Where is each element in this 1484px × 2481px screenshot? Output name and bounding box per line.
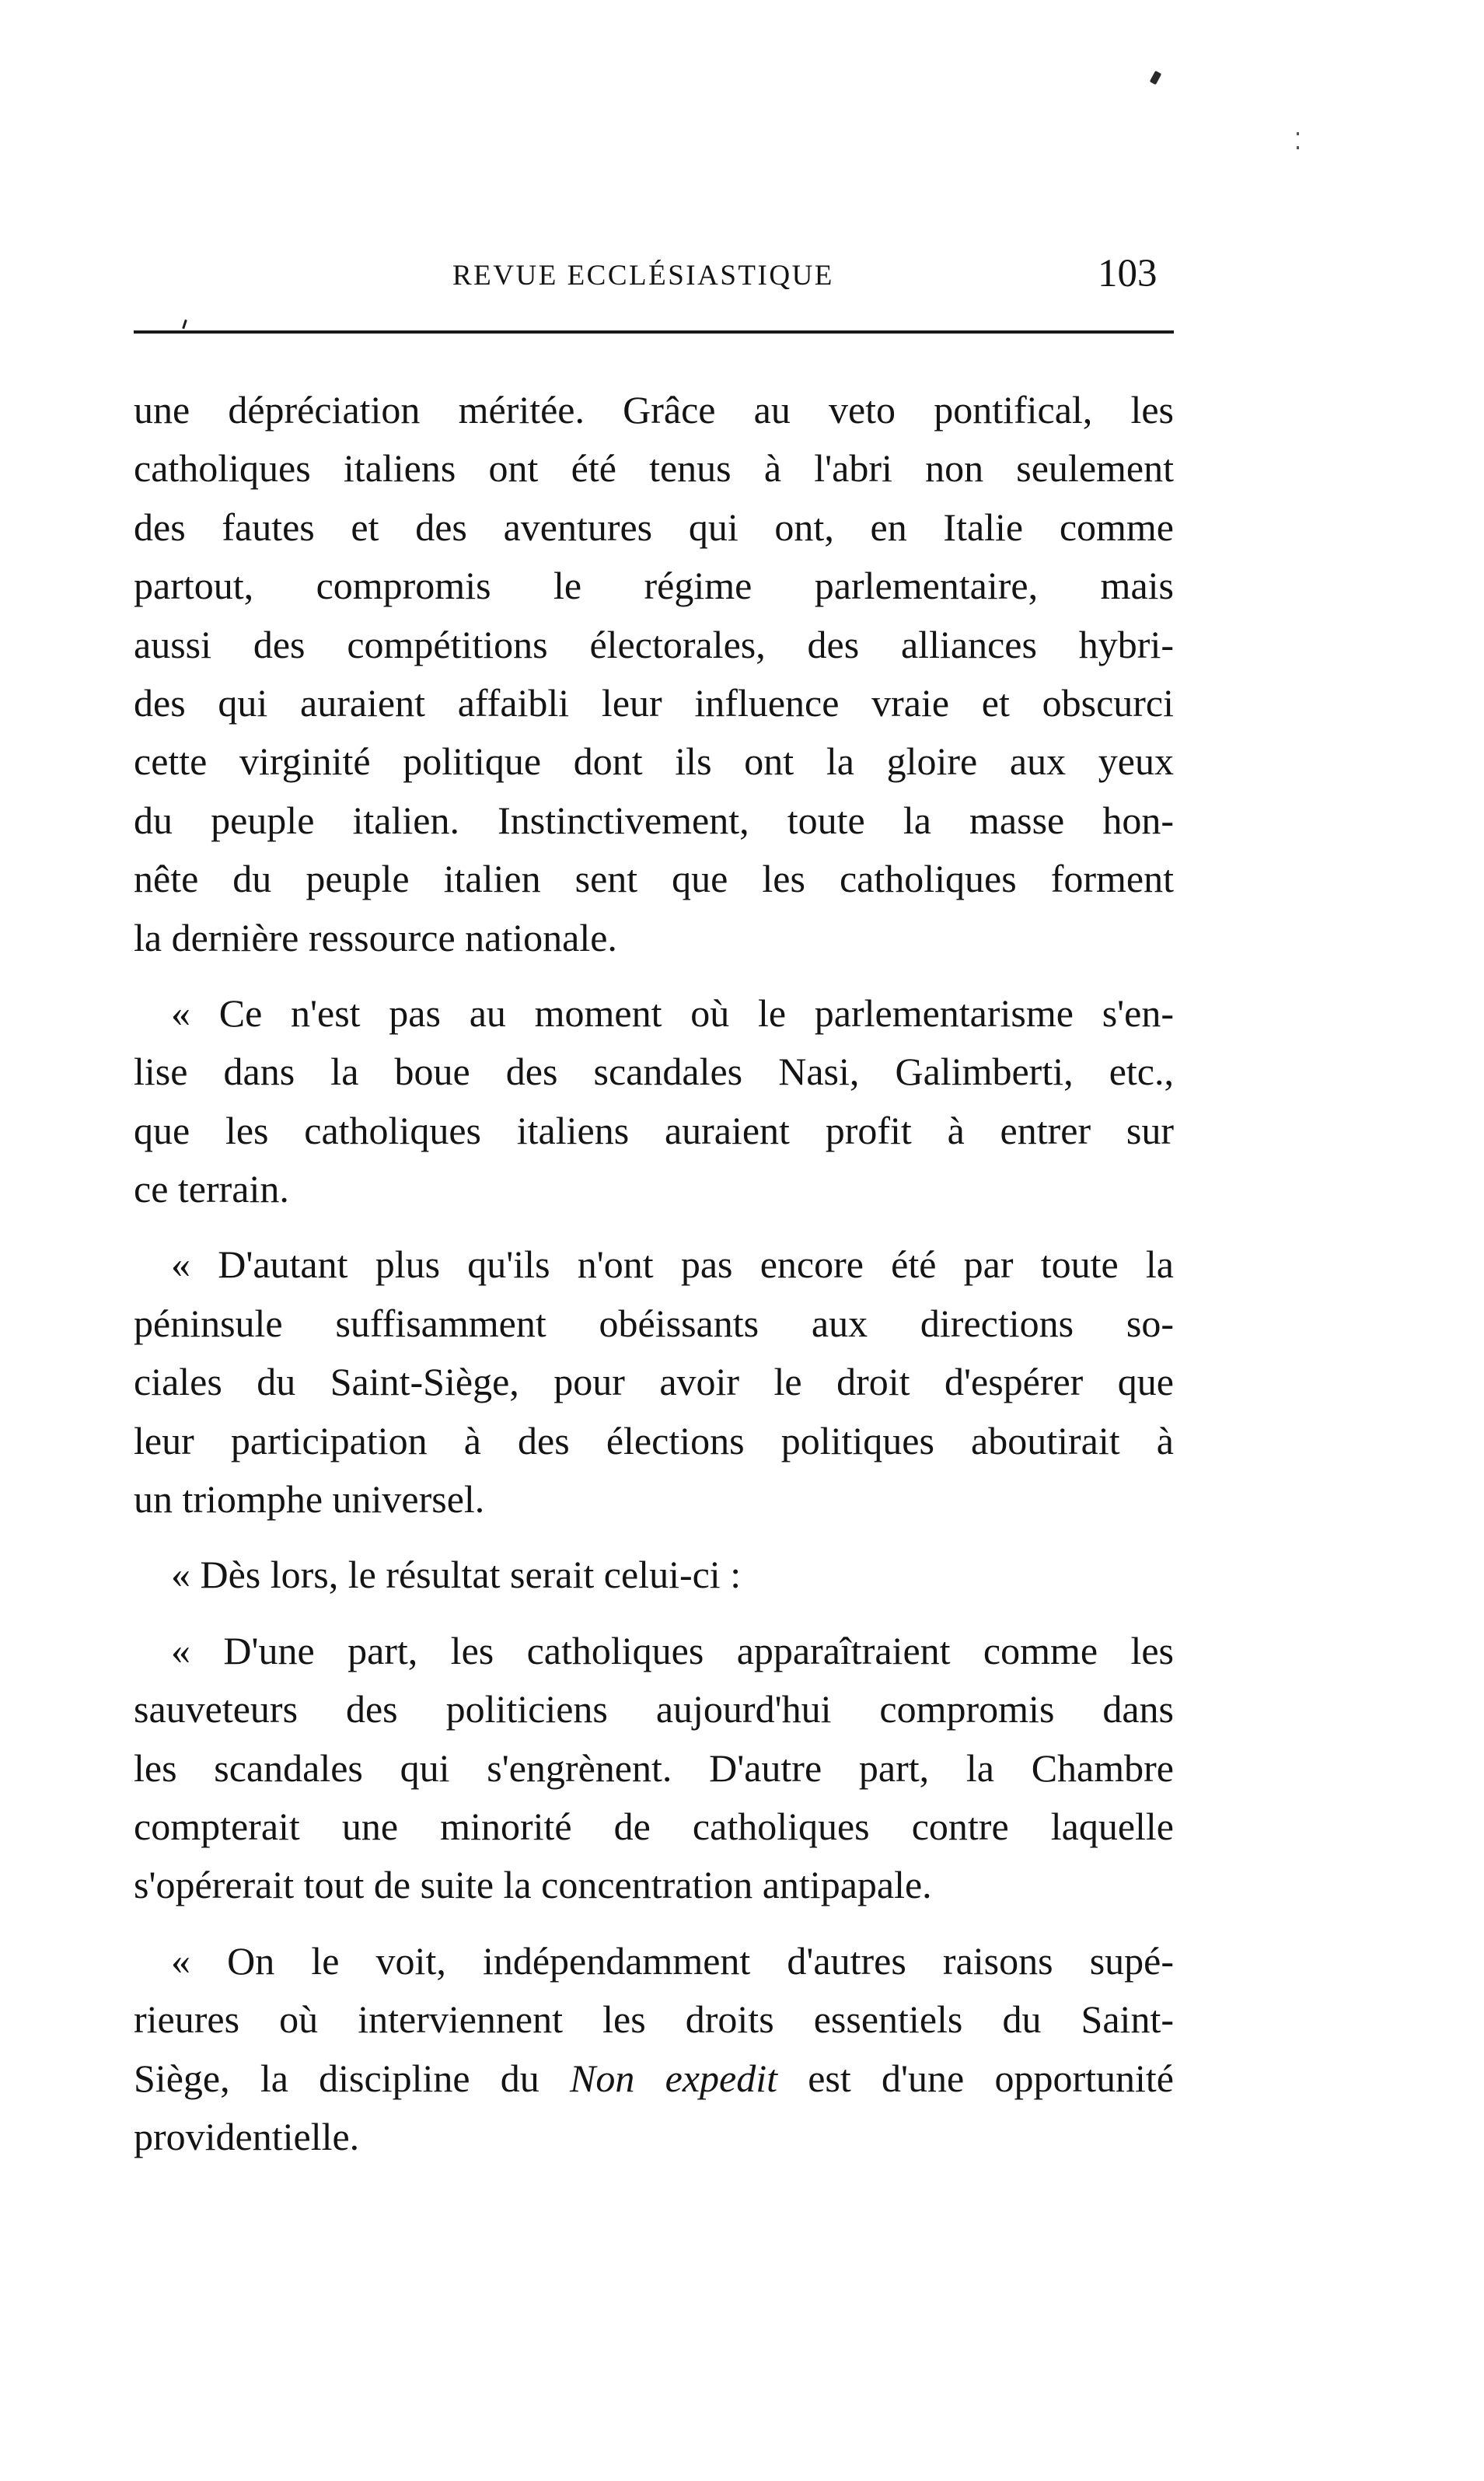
text-line: sauveteurs des politiciens aujourd'hui compromis dans [134, 1687, 1174, 1731]
text-line: la dernière ressource nationale. [134, 915, 617, 959]
text-run: Siège, la discipline du [134, 2056, 571, 2100]
text-line: « On le voit, indépendamment d'autres raisons supé- [171, 1938, 1174, 1983]
paragraph [134, 1622, 1174, 1915]
paragraph-gap [134, 1605, 1174, 1622]
text-line: s'opérerait tout de suite la concentration antipapale. [134, 1863, 932, 1907]
text-line: « D'une part, les catholiques apparaîtraient comme les [171, 1628, 1174, 1672]
text-line: aussi des compétitions électorales, des alliances hybri- [134, 622, 1174, 666]
text-line: rieures où interviennent les droits essentiels du Saint- [134, 1997, 1174, 2042]
paragraph-gap [134, 1529, 1174, 1546]
text-line: péninsule suffisamment obéissants aux directions so- [134, 1301, 1174, 1345]
text-line: compterait une minorité de catholiques contre laquelle [134, 1804, 1174, 1848]
text-line: cette virginité politique dont ils ont la gloire aux yeux [134, 739, 1174, 784]
text-line: « Dès lors, le résultat serait celui-ci : [171, 1553, 742, 1597]
paragraph-gap [134, 1218, 1174, 1235]
text-line: catholiques italiens ont été tenus à l'abri non seulement [134, 446, 1174, 491]
paragraph [134, 1546, 1174, 1604]
paragraph [134, 1235, 1174, 1529]
paragraph-gap [134, 967, 1174, 984]
text-line: nête du peuple italien sent que les catholiques forment [134, 857, 1174, 901]
text-run: est d'une opportunité [777, 2056, 1174, 2100]
body-text [134, 381, 1174, 2166]
text-line: du peuple italien. Instinctivement, toute la masse hon- [134, 798, 1174, 842]
text-line [134, 2049, 1174, 2108]
text-line: ciales du Saint-Siège, pour avoir le droit d'espérer que [134, 1360, 1174, 1404]
running-title: REVUE ECCLÉSIASTIQUE [452, 260, 834, 292]
paragraph [134, 984, 1174, 1219]
paragraph-gap [134, 1915, 1174, 1932]
text-line: « D'autant plus qu'ils n'ont pas encore été par toute la [171, 1242, 1174, 1287]
scan-speck [1150, 71, 1161, 85]
header-rule [134, 330, 1174, 334]
text-line: les scandales qui s'engrènent. D'autre part, la Chambre [134, 1745, 1174, 1790]
text-line: une dépréciation méritée. Grâce au veto pontifical, les [134, 388, 1174, 432]
scan-dot [1297, 132, 1299, 135]
text-line: des qui auraient affaibli leur influence vraie et obscurci [134, 680, 1174, 725]
rule-mark [182, 320, 187, 329]
text-line: ce terrain. [134, 1167, 289, 1211]
text-line: partout, compromis le régime parlementaire, mais [134, 564, 1174, 608]
text-line: leur participation à des élections politiques aboutirait à [134, 1418, 1174, 1462]
text-line: des fautes et des aventures qui ont, en Italie comme [134, 505, 1174, 549]
text-line: que les catholiques italiens auraient profit à entrer sur [134, 1108, 1174, 1152]
scan-dot [1297, 146, 1299, 149]
text-line: providentielle. [134, 2114, 360, 2158]
text-line: « Ce n'est pas au moment où le parlementarisme s'en- [171, 991, 1174, 1035]
paragraph [134, 1932, 1174, 2167]
italic-phrase: Non expedit [570, 2056, 777, 2100]
text-line: lise dans la boue des scandales Nasi, Galimberti, etc., [134, 1050, 1174, 1094]
page-number: 103 [1098, 252, 1158, 295]
paragraph [134, 381, 1174, 967]
text-line: un triomphe universel. [134, 1477, 485, 1522]
